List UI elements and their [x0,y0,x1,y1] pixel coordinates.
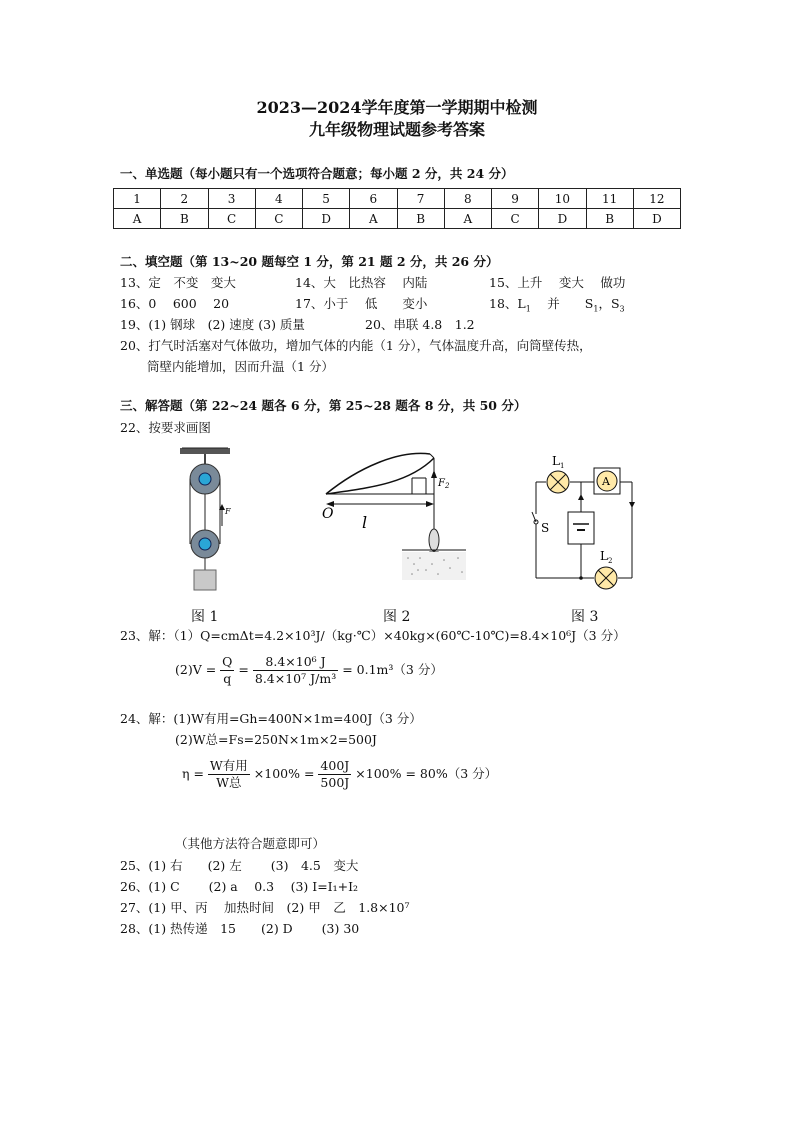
denominator: 8.4×10⁷ J/m³ [254,671,337,686]
switch-s-label: S [541,521,550,535]
q20-line1: 20、打气时活塞对气体做功，增加气体的内能（1 分），气体温度升高，向筒壁传热， [120,338,592,353]
battery-box [568,512,594,544]
answer-cell: A [444,209,491,229]
numerator: W有用 [209,758,248,773]
q17-answer: 17、小于 低 变小 [295,296,428,311]
weight-block [194,570,216,590]
q28-answer: 28、(1) 热传递 15 (2) D (3) 30 [120,921,360,936]
q26-answer: 26、(1) C (2) a 0.3 (3) I=I₁+I₂ [120,879,359,894]
q18-text: 并 S [530,296,594,311]
q24-line1: 24、解：(1)W有用=Gh=400N×1m=400J（3 分） [120,711,422,726]
q16-answer: 16、0 600 20 [120,296,230,311]
section2-heading: 二、填空题（第 13~20 题每空 1 分，第 21 题 2 分，共 26 分） [120,254,499,269]
figure2-caption: 图 2 [383,609,411,625]
fraction-q-over-q [220,654,234,687]
question-number-cell: 4 [255,189,302,209]
q14-answer: 14、大 比热容 内陆 [295,275,428,290]
q25-answer: 25、(1) 右 (2) 左 (3) 4.5 变大 [120,858,359,873]
numerator: Q [222,654,233,669]
fish-icon [429,529,439,551]
denominator: W总 [216,775,242,790]
figure1-caption: 图 1 [191,609,219,625]
pulley-hub [199,473,211,485]
denominator: 500J [320,775,350,790]
figure3-caption: 图 3 [571,609,599,625]
denominator: q [223,671,232,686]
eq-result: = 0.1m³（3 分） [342,662,443,677]
q23-part2-equation: (2)V = $\frac{Q}{q}$ = $\frac{\text{8.4×10⁶ J}}{\text{8.4×10⁷ J/m³}}$ = 0.1m³（3 分） [175,654,443,686]
q19-answer: 19、(1) 钢球 (2) 速度 (3) 质量 [120,317,305,332]
question-number-cell: 12 [633,189,680,209]
q18-sub: 1 [525,304,531,314]
lamp-l2-label: $L_2$ [600,549,613,565]
answer-cell: D [303,209,350,229]
numerator: 8.4×10⁶ J [253,654,338,671]
ammeter-label: A [602,475,610,488]
force-f-label: F [225,507,231,516]
answer-table-numbers-row [114,189,681,209]
answer-cell: B [586,209,633,229]
q13-answer: 13、定 不变 变大 [120,275,236,290]
question-number-cell: 2 [161,189,208,209]
other-methods-note: （其他方法符合题意即可） [175,836,326,851]
ceiling [180,448,230,454]
doc-title-line1: 2023—2024学年度第一学期期中检测 [256,98,538,117]
pivot-o-label: O [322,506,334,522]
fraction-values [253,654,338,687]
eq-mid: ×100% = [253,766,315,781]
answer-cell: B [161,209,208,229]
question-number-cell: 9 [492,189,539,209]
q18-text: ，S [598,296,620,311]
answer-cell: A [114,209,161,229]
figure1-pulley [170,446,240,596]
eq-result: ×100% = 80%（3 分） [355,766,498,781]
question-number-cell: 3 [208,189,255,209]
q27-answer: 27、(1) 甲、丙 加热时间 (2) 甲 乙 1.8×10⁷ [120,900,410,915]
answer-cell: D [539,209,586,229]
question-number-cell: 10 [539,189,586,209]
lamp-l1-label: $L_1$ [552,454,565,470]
answer-cell: D [633,209,680,229]
question-number-cell: 8 [444,189,491,209]
q23-line1: 23、解：（1）Q=cmΔt=4.2×10³J/（kg·℃）×40kg×(60℃-10℃)=8.4×10⁶J（3 分） [120,628,626,643]
answer-table [113,188,681,229]
eq-prefix: η = [182,766,204,781]
eq-prefix: (2)V = [175,662,217,677]
q18-text: 18、L [489,296,526,311]
q15-answer: 15、上升 变大 做功 [489,275,626,290]
question-number-cell: 1 [114,189,161,209]
q20-line2: 筒壁内能增加，因而升温（1 分） [147,359,334,374]
section1-heading: 一、单选题（每小题只有一个选项符合题意；每小题 2 分，共 24 分） [120,166,514,181]
section3-heading: 三、解答题（第 22~24 题各 6 分，第 25~28 题各 8 分，共 50 分） [120,398,527,413]
answer-cell: C [492,209,539,229]
answer-cell: A [350,209,397,229]
doc-title-line2: 九年级物理试题参考答案 [308,120,485,139]
q18-answer [489,296,625,318]
q20-short-answer: 20、串联 4.8 1.2 [365,317,475,332]
question-number-cell: 5 [303,189,350,209]
water-area [402,552,466,580]
question-number-cell: 11 [586,189,633,209]
force-f2-label: $F_2$ [438,478,450,490]
q24-efficiency-equation [182,758,497,791]
rod-curve-top [326,453,430,494]
answer-cell: C [208,209,255,229]
figure3-circuit [528,452,648,592]
question-number-cell: 7 [397,189,444,209]
fraction-400-over-500 [318,758,351,791]
answer-cell: B [397,209,444,229]
figure2-lever [318,448,468,583]
q18-sub: 3 [619,304,625,314]
fraction-w-useful-over-total [208,758,250,791]
q22-heading: 22、按要求画图 [120,420,211,435]
answer-cell: C [255,209,302,229]
q24-line2: (2)W总=Fs=250N×1m×2=500J [175,732,377,747]
answer-table-answers-row [114,209,681,229]
arm-l-label: l [362,513,368,532]
q18-sub: 1 [593,304,599,314]
question-number-cell: 6 [350,189,397,209]
numerator: 400J [320,758,350,773]
